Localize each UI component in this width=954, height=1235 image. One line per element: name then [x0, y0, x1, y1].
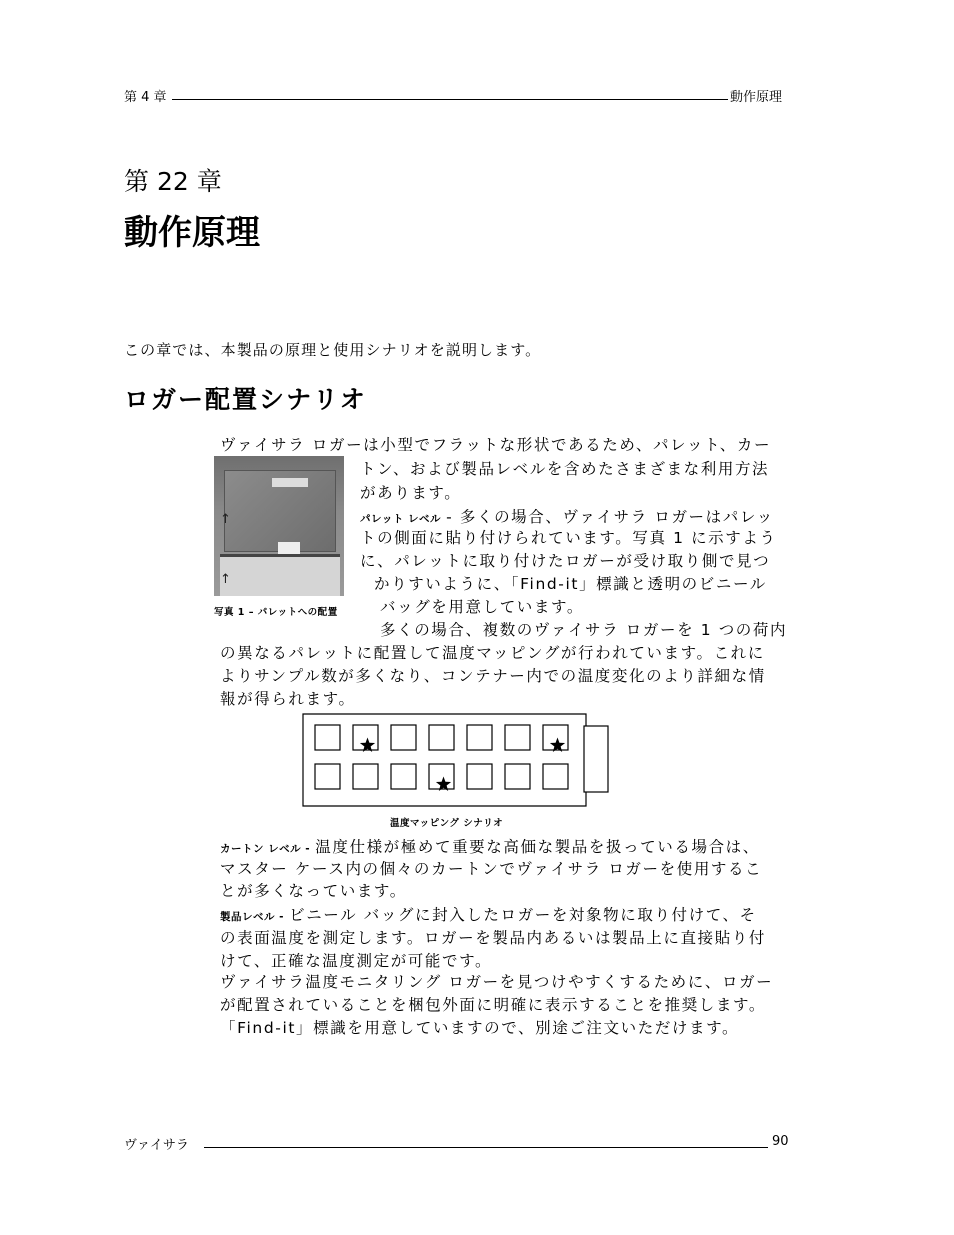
body-line: トン、および製品レベルを含めたさまざまな利用方法	[360, 460, 770, 478]
pallet-cell	[315, 764, 340, 789]
body-line: が配置されていることを梱包外面に明確に表示することを推奨します。	[220, 996, 766, 1014]
photo-caption: 写真 1 – パレットへの配置	[214, 607, 338, 618]
body-line: 温度仕様が極めて重要な高価な製品を扱っている場合は、	[315, 838, 760, 856]
pallet-cell	[467, 725, 492, 750]
pallet-cell	[391, 725, 416, 750]
footer-brand: ヴァイサラ	[124, 1138, 189, 1153]
body-line: の異なるパレットに配置して温度マッピングが行われています。これに	[220, 644, 765, 662]
body-line: に、パレットに取り付けたロガーが受け取り側で見つ	[360, 552, 771, 570]
page-number: 90	[772, 1134, 789, 1149]
carton-paragraph-first	[220, 835, 760, 857]
body-line: - 多くの場合、ヴァイサラ ロガーはパレッ	[446, 508, 774, 526]
pallet-photo	[214, 456, 344, 596]
pallet-paragraph-first	[360, 505, 774, 527]
header-title: 動作原理	[730, 90, 783, 105]
body-line: ビニール バッグに封入したロガーを対象物に取り付けて、そ	[289, 906, 757, 924]
carton-lead: カートン レベル -	[220, 843, 311, 855]
chapter-title: 動作原理	[124, 213, 260, 253]
header-chapter: 第 4 章	[124, 90, 167, 105]
body-line: とが多くなっています。	[220, 882, 407, 900]
header-rule	[172, 99, 728, 100]
pallet-cell	[505, 725, 530, 750]
arrow-up-icon: ↑	[220, 572, 231, 587]
chapter-number: 第 22 章	[124, 167, 222, 196]
body-line: バッグを用意しています。	[380, 598, 584, 616]
body-line: ヴァイサラ ロガーは小型でフラットな形状であるため、パレット、カー	[220, 436, 772, 454]
pallet-cell	[467, 764, 492, 789]
body-line: マスター ケース内の個々のカートンでヴァイサラ ロガーを使用するこ	[220, 860, 763, 878]
pallet-cell	[543, 764, 568, 789]
diagram-caption: 温度マッピング シナリオ	[390, 818, 504, 829]
carton-label	[272, 478, 308, 487]
container-door	[584, 726, 608, 792]
footer-rule	[204, 1147, 768, 1148]
pallet-cell	[315, 725, 340, 750]
pallet-cell	[505, 764, 530, 789]
logger-tag	[278, 542, 300, 554]
body-line: 報が得られます。	[220, 690, 356, 708]
pallet-cell	[429, 725, 454, 750]
arrow-up-icon: ↑	[220, 512, 231, 527]
body-line: けて、正確な温度測定が可能です。	[220, 952, 493, 970]
body-line: よりサンプル数が多くなり、コンテナー内での温度変化のより詳細な情	[220, 667, 766, 685]
body-line: 多くの場合、複数のヴァイサラ ロガーを 1 つの荷内	[380, 621, 788, 639]
temperature-mapping-diagram	[300, 712, 612, 808]
product-paragraph-first	[220, 903, 757, 925]
intro-text: この章では、本製品の原理と使用シナリオを説明します。	[124, 341, 542, 359]
body-line: トの側面に貼り付けられています。写真 1 に示すよう	[360, 529, 777, 547]
body-line: があります。	[360, 484, 462, 502]
pallet-base	[220, 554, 340, 596]
pallet-cell	[353, 764, 378, 789]
product-lead: 製品レベル -	[220, 911, 285, 923]
pallet-lead: パレット レベル	[360, 513, 442, 525]
body-line: かりすいように、「Find-it」標識と透明のビニール	[374, 575, 767, 593]
pallet-cell	[391, 764, 416, 789]
section-title: ロガー配置シナリオ	[124, 385, 367, 414]
body-line: 「Find-it」標識を用意していますので、別途ご注文いただけます。	[220, 1019, 740, 1037]
body-line: の表面温度を測定します。ロガーを製品内あるいは製品上に直接貼り付	[220, 929, 766, 947]
body-line: ヴァイサラ温度モニタリング ロガーを見つけやすくするために、ロガー	[220, 973, 774, 991]
